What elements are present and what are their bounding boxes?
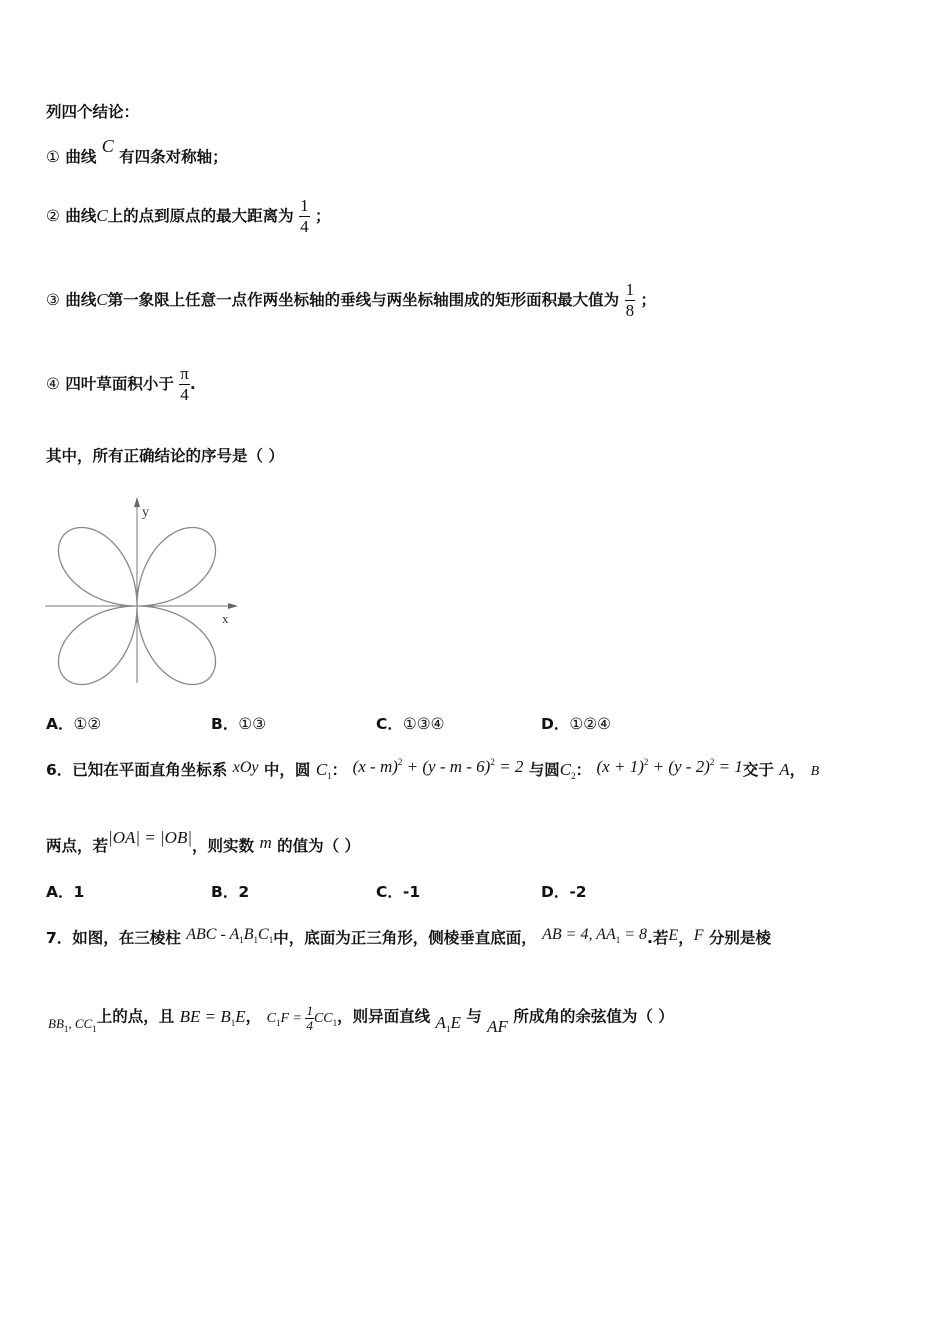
claim-4-pre: 四叶草面积小于 <box>65 375 174 393</box>
q6-line2-text-3: 的值为（ ） <box>277 837 361 855</box>
claim-1-pre: 曲线 <box>65 148 97 166</box>
q7-line-1 <box>46 928 771 950</box>
claim-2-number: ② <box>46 207 60 225</box>
claim-3-pre: 曲线 <box>65 291 97 309</box>
q6-option-c[interactable]: C．-1 <box>376 883 421 901</box>
q6-line-2 <box>46 828 361 856</box>
claim-2 <box>46 196 331 237</box>
intro-text: 列四个结论： <box>46 103 140 121</box>
q6-abs-equation: |OA| = |OB| <box>108 828 193 847</box>
q7-line-2 <box>48 1003 674 1036</box>
q6-colon-1: ： <box>331 761 348 779</box>
q6-c2: $C_2$ <box>559 760 576 781</box>
q7-line2-text-2: ，则异面直线 <box>337 1007 431 1026</box>
four-leaf-clover-figure <box>40 495 245 687</box>
claim-4-post: . <box>189 375 196 393</box>
q6-xoy: xOy <box>232 759 259 776</box>
y-axis-arrow-icon <box>134 497 140 507</box>
q7-a1e: $A_1E$ <box>435 1012 461 1034</box>
q6-line2-text-2: ，则实数 <box>192 837 255 855</box>
claim-2-mid: 上的点到原点的最大距离为 <box>107 207 294 225</box>
claim-1 <box>46 136 228 167</box>
q7-cf-fraction: $\frac{1}{4}$ <box>306 1003 313 1033</box>
q6-line2-text-1: 两点，若 <box>46 837 109 855</box>
q7-line2-text-1: 上的点，且 <box>96 1007 175 1026</box>
claim-2-fraction: $\frac{1}{4}$ <box>300 196 309 236</box>
claim-2-pre: 曲线 <box>65 207 97 225</box>
q6-point-b: B <box>810 764 820 779</box>
claim-2-post: ； <box>315 207 331 225</box>
q7-prism: ABC - $A_1B_1C_1$ <box>186 926 274 945</box>
q7-edges: BB1, CC1 <box>48 1015 97 1034</box>
q7-text-2: 中，底面为正三角形，侧棱垂直底面， <box>273 929 537 947</box>
claim-3-post: ； <box>640 291 657 309</box>
claim-4-fraction: $\frac{\pi}{4}$ <box>180 364 189 404</box>
q6-text-3: 与圆 <box>528 761 560 779</box>
question-prompt: 其中，所有正确结论的序号是（ ） <box>46 447 284 465</box>
q6-c1: $C_1$ <box>315 760 332 781</box>
claim-3 <box>46 280 656 321</box>
q6-equation-2: $(x + 1)^2 + (y - 2)^2 = 1$ <box>596 757 743 776</box>
q6-text-4: 交于 <box>742 761 774 779</box>
q7-text-3: .若 <box>647 929 669 947</box>
claim-4 <box>46 364 196 405</box>
q7-line2-text-4: 所成角的余弦值为（ ） <box>513 1007 674 1026</box>
q6-option-d[interactable]: D．-2 <box>541 883 587 901</box>
claim-2-var: C <box>96 206 108 225</box>
q5-option-d[interactable]: D．①②④ <box>541 715 612 733</box>
q6-colon-2: ： <box>575 761 592 779</box>
claim-1-post: 有四条对称轴； <box>119 148 228 166</box>
q6-equation-1: (x - m)$^2$ + (y - m - 6)$^2$ = 2 <box>352 757 524 776</box>
q6-comma: ， <box>789 761 806 779</box>
claim-3-fraction: $\frac{1}{8}$ <box>625 280 635 320</box>
q5-option-b[interactable]: B．①③ <box>211 715 267 733</box>
q7-text-1: 如图，在三棱柱 <box>72 929 181 947</box>
x-axis-arrow-icon <box>228 603 238 609</box>
q7-text-4: 分别是棱 <box>708 929 771 947</box>
q7-e: E <box>668 927 679 944</box>
q7-number: 7． <box>46 929 73 947</box>
q7-af: AF <box>487 1016 508 1036</box>
claim-3-var: C <box>96 290 108 309</box>
q6-number: 6． <box>46 761 73 779</box>
q6-line-1 <box>46 757 820 782</box>
claim-4-number: ④ <box>46 375 60 393</box>
q6-text-1: 已知在平面直角坐标系 <box>72 761 228 779</box>
q7-line2-comma: ， <box>245 1007 262 1026</box>
q7-ab-condition: AB = 4, $AA_1 = 8$ <box>542 926 648 945</box>
claim-3-mid: 第一象限上任意一点作两坐标轴的垂线与两坐标轴围成的矩形面积最大值为 <box>107 291 620 309</box>
q6-option-a[interactable]: A．1 <box>46 883 85 901</box>
q7-be-condition: BE = $B_1E$ <box>179 1006 246 1028</box>
q6-point-a: A <box>779 760 790 779</box>
q5-option-a[interactable]: A．①② <box>46 715 102 733</box>
q6-option-b[interactable]: B．2 <box>211 883 250 901</box>
q7-cf-condition: $C_1F$ = $\frac{1}{4}$ $CC_1$ <box>266 1003 338 1033</box>
claim-1-var: C <box>101 136 114 156</box>
claim-1-number: ① <box>46 148 60 166</box>
q7-f: F <box>693 927 704 944</box>
q7-sep: ， <box>678 929 694 947</box>
claim-3-number: ③ <box>46 291 60 309</box>
q7-line2-text-3: 与 <box>466 1007 482 1026</box>
q6-text-2: 中，圆 <box>263 761 311 779</box>
y-axis-label: y <box>142 505 149 520</box>
q5-option-c[interactable]: C．①③④ <box>376 715 445 733</box>
x-axis-label: x <box>222 611 229 626</box>
q6-m: m <box>259 833 272 852</box>
